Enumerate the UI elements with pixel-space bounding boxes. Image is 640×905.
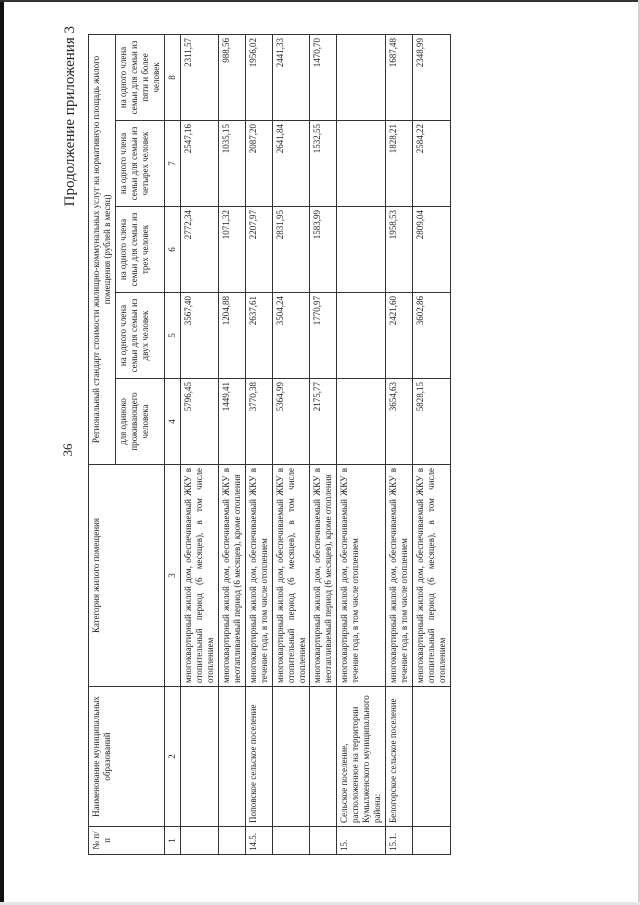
row-category: многоквартирный жилой дом, обеспечиваемый ЖКУ в отопительный период (6 месяцев), в том числе отоплением (272, 465, 310, 687)
column-number: 5 (164, 293, 180, 379)
header-standard-group: Региональный стандарт стоимости жилищно-коммунальных услуг на нормативную площадь жилого помещения (рублей в месяц) (89, 34, 116, 464)
table-row (272, 34, 310, 854)
row-municipality: Сельское поселение, расположенное на территории Кумылженского муниципального района: (337, 687, 386, 827)
header-num: № п/п (89, 827, 165, 855)
row-value-col7 (337, 121, 386, 207)
column-number: 2 (164, 687, 180, 827)
row-value-col6: 2809,04 (413, 207, 451, 293)
row-value-col6: 1583,99 (310, 207, 337, 293)
row-value-col4 (337, 379, 386, 465)
row-municipality (218, 687, 245, 827)
column-number: 8 (164, 34, 180, 120)
row-municipality: Поповское сельское поселение (245, 687, 272, 827)
row-value-col5: 3602,86 (413, 293, 451, 379)
row-value-col6: 2831,95 (272, 207, 310, 293)
row-value-col7: 1035,15 (218, 121, 245, 207)
row-value-col6: 2772,34 (180, 207, 218, 293)
row-category: многоквартирный жилой дом, обеспечиваемый ЖКУ в неотапливаемый период (6 месяцев), кроме отопления (218, 465, 245, 687)
row-municipality (310, 687, 337, 827)
row-value-col4: 3654,63 (386, 379, 413, 465)
row-num (218, 827, 245, 855)
row-value-col7: 2547,16 (180, 121, 218, 207)
table-row (180, 34, 218, 854)
row-value-col4: 5828,15 (413, 379, 451, 465)
row-value-col7: 2087,20 (245, 121, 272, 207)
row-category: многоквартирный жилой дом, обеспечиваемый ЖКУ в отопительный период (6 месяцев), в том числе отоплением (413, 465, 451, 687)
table-row (310, 34, 337, 854)
row-value-col5: 1204,88 (218, 293, 245, 379)
header-col4: для одиноко проживающего человека (115, 379, 164, 465)
row-category: многоквартирный жилой дом, обеспечиваемый ЖКУ в отопительный период (6 месяцев), в том числе отоплением (180, 465, 218, 687)
row-num: 15.1. (386, 827, 413, 855)
row-num: 15. (337, 827, 386, 855)
row-value-col4: 1449,41 (218, 379, 245, 465)
header-category: Категория жилого помещения (89, 465, 165, 687)
table-row (386, 34, 413, 854)
row-value-col7: 2584,22 (413, 121, 451, 207)
table-row (413, 34, 451, 854)
column-number: 7 (164, 121, 180, 207)
row-value-col6: 2207,97 (245, 207, 272, 293)
row-municipality (180, 687, 218, 827)
row-value-col5: 2421,60 (386, 293, 413, 379)
header-municipality: Наименование муниципальных образований (89, 687, 165, 827)
row-value-col5 (337, 293, 386, 379)
row-category: многоквартирный жилой дом, обеспечиваемый ЖКУ в течение года, в том числе отоплением (386, 465, 413, 687)
row-value-col8: 2441,33 (272, 34, 310, 120)
row-value-col7: 2641,84 (272, 121, 310, 207)
column-number: 4 (164, 379, 180, 465)
row-category: многоквартирный жилой дом, обеспечиваемый ЖКУ в течение года, в том числе отоплением (245, 465, 272, 687)
column-number: 1 (164, 827, 180, 855)
row-value-col8: 1470,70 (310, 34, 337, 120)
row-value-col8: 2311,57 (180, 34, 218, 120)
housing-cost-standard-table (88, 34, 451, 855)
row-value-col4: 5364,99 (272, 379, 310, 465)
page-number: 36 (60, 443, 75, 457)
row-value-col7: 1828,21 (386, 121, 413, 207)
row-value-col6: 1071,32 (218, 207, 245, 293)
row-num (413, 827, 451, 855)
row-value-col4: 3770,38 (245, 379, 272, 465)
row-num (272, 827, 310, 855)
row-category: многоквартирный жилой дом, обеспечиваемый ЖКУ в неотапливаемый период (6 месяцев), кроме отопления (310, 465, 337, 687)
row-value-col6: 1958,53 (386, 207, 413, 293)
table-row (245, 34, 272, 854)
row-num (180, 827, 218, 855)
row-value-col8: 1687,48 (386, 34, 413, 120)
row-value-col4: 2175,77 (310, 379, 337, 465)
row-value-col8 (337, 34, 386, 120)
column-number: 3 (164, 465, 180, 687)
row-category: многоквартирный жилой дом, обеспечиваемый ЖКУ в течение года, в том числе отоплением (337, 465, 386, 687)
column-number: 6 (164, 207, 180, 293)
row-num: 14.5. (245, 827, 272, 855)
row-value-col8: 2348,99 (413, 34, 451, 120)
row-value-col5: 3504,24 (272, 293, 310, 379)
row-municipality (272, 687, 310, 827)
row-value-col8: 1956,02 (245, 34, 272, 120)
row-value-col5: 2637,61 (245, 293, 272, 379)
header-col5: на одного члена семьи для семьи из двух человек (115, 293, 164, 379)
row-municipality: Белогорское сельское поселение (386, 687, 413, 827)
row-value-col5: 1770,97 (310, 293, 337, 379)
table-row (337, 34, 386, 854)
table-row (218, 34, 245, 854)
header-row-1 (89, 34, 116, 854)
header-col7: на одного члена семьи для семьи из четырех человек (115, 121, 164, 207)
row-value-col6 (337, 207, 386, 293)
appendix-continuation-note: Продолжение приложения 3 (62, 26, 78, 207)
row-value-col5: 3567,40 (180, 293, 218, 379)
column-number-row (164, 34, 180, 854)
row-num (310, 827, 337, 855)
header-col8: на одного члена семьи для семьи из пяти и более человек (115, 34, 164, 120)
row-value-col8: 988,56 (218, 34, 245, 120)
row-municipality (413, 687, 451, 827)
row-value-col4: 5796,45 (180, 379, 218, 465)
row-value-col7: 1532,55 (310, 121, 337, 207)
header-col6: на одного члена семьи для семьи из трех человек (115, 207, 164, 293)
